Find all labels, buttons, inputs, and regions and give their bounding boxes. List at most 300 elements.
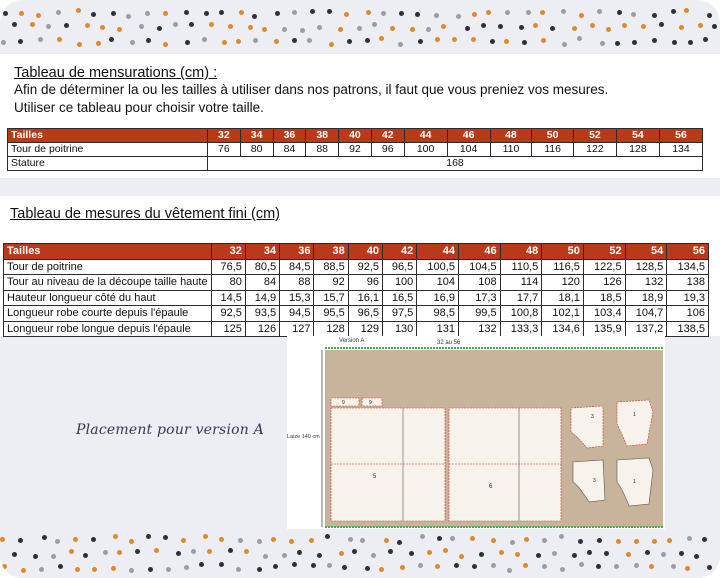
decorative-dot <box>317 25 322 30</box>
decorative-dot <box>111 11 116 16</box>
decorative-dot <box>645 550 650 555</box>
decorative-dot <box>379 567 384 572</box>
decorative-dot <box>64 23 69 28</box>
table-header-row <box>4 244 709 260</box>
decorative-dot <box>679 551 684 556</box>
decorative-dot <box>652 38 657 43</box>
decorative-dot <box>515 552 520 557</box>
decorative-dot <box>671 564 676 569</box>
decorative-dot <box>388 549 393 554</box>
decorative-dot <box>311 563 316 568</box>
decorative-dot <box>561 9 566 14</box>
size-header-cell: 44 <box>417 244 459 260</box>
value-cell: 116,5 <box>542 259 584 275</box>
size-header-cell: 50 <box>532 129 574 143</box>
decorative-dot <box>282 553 287 558</box>
value-cell: 16,9 <box>417 290 459 306</box>
decorative-dot <box>274 39 279 44</box>
value-cell: 100,8 <box>500 306 542 322</box>
decorative-dot <box>85 23 90 28</box>
decorative-dot <box>191 549 196 554</box>
decorative-dot <box>366 10 371 15</box>
decorative-dot <box>441 24 446 29</box>
decorative-dot <box>415 12 420 17</box>
value-cell: 104,5 <box>458 259 500 275</box>
decorative-dot <box>203 534 208 539</box>
decorative-dot <box>163 11 168 16</box>
decorative-dot <box>163 42 168 47</box>
decorative-dot <box>46 24 51 29</box>
value-cell: 84 <box>245 275 279 291</box>
decorative-dot <box>614 564 619 569</box>
value-cell: 18,5 <box>583 290 625 306</box>
size-header-cell: 48 <box>490 129 532 143</box>
decorative-dot <box>42 535 47 540</box>
decorative-dot <box>498 24 503 29</box>
decorative-dot <box>707 565 712 570</box>
size-header-cell: 34 <box>245 244 279 260</box>
decorative-dot <box>550 26 555 31</box>
size-header-cell: 46 <box>458 244 500 260</box>
value-cell: 108 <box>458 275 500 291</box>
decorative-dot <box>522 40 527 45</box>
value-cell: 110 <box>490 143 532 157</box>
placement-caption: Placement pour version A <box>76 422 264 438</box>
value-cell: 92,5 <box>348 259 382 275</box>
decorative-dot <box>562 42 567 47</box>
decorative-dot <box>292 38 297 43</box>
decorative-dot <box>622 23 627 28</box>
value-cell: 116 <box>532 143 574 157</box>
decorative-dot <box>309 538 314 543</box>
decorative-dot <box>228 548 233 553</box>
section-title-finished-garment: Tableau de mesures du vêtement fini (cm) <box>10 206 280 222</box>
piece-label-9b: 9 <box>369 400 372 406</box>
value-cell: 84,5 <box>280 259 314 275</box>
decorative-dot <box>600 41 605 46</box>
decorative-dot <box>219 537 224 542</box>
value-cell: 84 <box>273 143 306 157</box>
decorative-dot <box>109 37 114 42</box>
piece-label-1-bottom: 1 <box>633 479 636 485</box>
decorative-dot <box>552 551 557 556</box>
decorative-dot <box>450 536 455 541</box>
size-header-cell: 38 <box>306 129 339 143</box>
decorative-dots-top <box>0 0 720 52</box>
decorative-dot <box>510 540 515 545</box>
value-cell: 96 <box>371 143 404 157</box>
decorative-dot <box>652 539 657 544</box>
decorative-dot <box>327 9 332 14</box>
decorative-dot <box>204 11 209 16</box>
decorative-dot <box>702 537 707 542</box>
value-cell: 88 <box>306 143 339 157</box>
decorative-dot <box>372 22 377 27</box>
value-cell: 134,6 <box>542 321 584 337</box>
decorative-dot <box>117 550 122 555</box>
decorative-dot <box>481 23 486 28</box>
stature-label-cell: Stature <box>8 157 208 171</box>
decorative-dot <box>491 563 496 568</box>
decorative-dot <box>91 12 96 17</box>
decorative-dot <box>435 564 440 569</box>
decorative-dot <box>248 25 253 30</box>
decorative-dot <box>634 563 639 568</box>
decorative-dot <box>33 554 38 559</box>
decorative-dot <box>410 27 415 32</box>
decorative-dot <box>572 553 577 558</box>
decorative-dot <box>329 42 334 47</box>
decorative-dot <box>434 13 439 18</box>
decorative-dot <box>292 562 297 567</box>
decorative-dot <box>661 552 666 557</box>
decorative-dot <box>606 27 611 32</box>
decorative-dot <box>597 9 602 14</box>
decorative-dot <box>479 552 484 557</box>
value-cell: 99,5 <box>458 306 500 322</box>
value-cell: 127 <box>280 321 314 337</box>
decorative-dot <box>684 8 689 13</box>
decorative-dot <box>659 22 664 27</box>
decorative-dot <box>184 10 189 15</box>
decorative-dot <box>38 37 43 42</box>
decorative-dot <box>459 554 464 559</box>
decorative-dot <box>579 13 584 18</box>
decorative-dot <box>698 23 703 28</box>
size-header-cell: 56 <box>659 129 702 143</box>
piece-label-3-top: 3 <box>591 414 594 420</box>
decorative-dot <box>365 566 370 571</box>
value-cell: 133,3 <box>500 321 542 337</box>
value-cell: 80 <box>240 143 273 157</box>
value-cell: 126 <box>583 275 625 291</box>
decorative-dot <box>703 37 708 42</box>
decorative-dot <box>236 567 241 572</box>
decorative-dot <box>19 11 24 16</box>
size-header-cell: 50 <box>542 244 584 260</box>
row-label-cell: Tour au niveau de la découpe taille haute <box>4 275 212 291</box>
decorative-dot <box>18 538 23 543</box>
decorative-dot <box>578 539 583 544</box>
decorative-dot <box>18 39 23 44</box>
value-cell: 17,7 <box>500 290 542 306</box>
value-cell: 100 <box>383 275 417 291</box>
decorative-dot <box>400 565 405 570</box>
decorative-dot <box>21 568 26 573</box>
piece-label-1-top: 1 <box>633 412 636 418</box>
value-cell: 18,9 <box>625 290 667 306</box>
decorative-dot <box>12 22 17 27</box>
size-header-cell: 42 <box>371 129 404 143</box>
decorative-dot <box>470 536 475 541</box>
decorative-dot <box>486 10 491 15</box>
cutting-layout-diagram <box>287 336 665 529</box>
decorative-dot <box>39 567 44 572</box>
row-label-cell: Tour de poitrine <box>4 259 212 275</box>
decorative-dot <box>30 22 35 27</box>
decorative-dot <box>244 549 249 554</box>
row-label-cell: Longueur robe courte depuis l'épaule <box>4 306 212 322</box>
value-cell: 132 <box>458 321 500 337</box>
decorative-dot <box>1 40 6 45</box>
decorative-dot <box>507 568 512 573</box>
decorative-dot <box>587 550 592 555</box>
decorative-dot <box>524 537 529 542</box>
value-cell: 14,5 <box>211 290 245 306</box>
decorative-dot <box>185 40 190 45</box>
decorative-dot <box>454 563 459 568</box>
value-cell: 126 <box>245 321 279 337</box>
size-range-label: 32 au 56 <box>437 340 461 346</box>
decorative-dot <box>253 38 258 43</box>
decorative-dot <box>228 24 233 29</box>
size-header-cell: 34 <box>240 129 273 143</box>
decorative-dot <box>2 564 7 569</box>
decorative-dot <box>317 553 322 558</box>
version-label: Version A <box>339 338 365 344</box>
decorative-dot <box>357 26 362 31</box>
decorative-dot <box>289 539 294 544</box>
decorative-dot <box>297 550 302 555</box>
decorative-dot <box>590 23 595 28</box>
decorative-dot <box>542 564 547 569</box>
decorative-dot <box>0 537 5 542</box>
decorative-dot <box>694 554 699 559</box>
decorative-dot <box>472 564 477 569</box>
pattern-piece-5 <box>331 408 445 521</box>
decorative-dot <box>490 39 495 44</box>
decorative-dot <box>365 38 370 43</box>
decorative-dot <box>499 550 504 555</box>
decorative-dot <box>236 39 241 44</box>
piece-label-5: 5 <box>373 474 377 480</box>
decorative-dot <box>533 23 538 28</box>
decorative-dot <box>347 39 352 44</box>
decorative-dot <box>456 14 461 19</box>
value-cell: 128,5 <box>625 259 667 275</box>
decorative-dot <box>91 537 96 542</box>
decorative-dot <box>207 549 212 554</box>
decorative-dot <box>338 27 343 32</box>
decorative-dot <box>126 14 131 19</box>
decorative-dot <box>687 536 692 541</box>
decorative-dot <box>420 534 425 539</box>
row-label-cell: Hauteur longueur côté du haut <box>4 290 212 306</box>
width-label: Laize 140 cm <box>287 434 320 440</box>
decorative-dot <box>135 549 140 554</box>
piece-label-6: 6 <box>489 484 493 490</box>
decorative-dot <box>292 10 297 15</box>
decorative-dot <box>282 27 287 32</box>
decorative-dot <box>559 534 564 539</box>
decorative-dot <box>222 40 227 45</box>
intro-line-2: Utiliser ce tableau pour choisir votre taille. <box>14 100 264 115</box>
value-cell: 93,5 <box>245 306 279 322</box>
decorative-dot <box>626 552 631 557</box>
decorative-dot <box>641 24 646 29</box>
piece-label-3-bottom: 3 <box>593 478 596 484</box>
value-cell: 129 <box>348 321 382 337</box>
decorative-dot <box>399 11 404 16</box>
value-cell: 104 <box>447 143 490 157</box>
value-cell: 95,5 <box>314 306 348 322</box>
decorative-dot <box>371 553 376 558</box>
decorative-dot <box>129 539 134 544</box>
table-row <box>4 290 709 306</box>
decorative-dot <box>652 13 657 18</box>
decorative-dot <box>163 535 168 540</box>
table-header-row <box>8 129 703 143</box>
decorative-dots-bottom <box>0 526 720 578</box>
size-header-cell: 32 <box>211 244 245 260</box>
table-row <box>4 321 709 337</box>
value-cell: 14,9 <box>245 290 279 306</box>
decorative-dot <box>381 11 386 16</box>
decorative-dot <box>471 37 476 42</box>
cutting-layout-svg <box>287 336 665 529</box>
size-header-cell: 40 <box>348 244 382 260</box>
value-cell: 135,9 <box>583 321 625 337</box>
value-cell: 122,5 <box>583 259 625 275</box>
size-header-cell: 56 <box>667 244 709 260</box>
value-cell: 16,1 <box>348 290 382 306</box>
value-cell: 92 <box>339 143 372 157</box>
decorative-dot <box>344 12 349 17</box>
decorative-dot <box>199 562 204 567</box>
decorative-dot <box>307 38 312 43</box>
decorative-dot <box>577 36 582 41</box>
decorative-dot <box>384 538 389 543</box>
decorative-dot <box>77 42 82 47</box>
value-cell: 96 <box>348 275 382 291</box>
decorative-dot <box>238 538 243 543</box>
decorative-dot <box>634 539 639 544</box>
decorative-dot <box>519 25 524 30</box>
decorative-dot <box>184 565 189 570</box>
decorative-dot <box>596 564 601 569</box>
decorative-dot <box>146 38 151 43</box>
value-cell: 103,4 <box>583 306 625 322</box>
value-cell: 134,5 <box>667 259 709 275</box>
size-header-cell: 54 <box>625 244 667 260</box>
size-header-cell: 44 <box>404 129 447 143</box>
value-cell: 97,5 <box>383 306 417 322</box>
decorative-dot <box>148 567 153 572</box>
header-label-cell: Tailles <box>4 244 212 260</box>
value-cell: 137,2 <box>625 321 667 337</box>
decorative-dot <box>379 36 384 41</box>
value-cell: 120 <box>542 275 584 291</box>
decorative-dot <box>672 40 677 45</box>
decorative-dot <box>51 554 56 559</box>
value-cell: 130 <box>383 321 417 337</box>
decorative-dot <box>472 12 477 17</box>
pattern-piece-9a <box>331 398 359 406</box>
value-cell: 114 <box>500 275 542 291</box>
value-cell: 88,5 <box>314 259 348 275</box>
decorative-dot <box>117 27 122 32</box>
size-header-cell: 42 <box>383 244 417 260</box>
decorative-dot <box>96 41 101 46</box>
value-cell: 125 <box>211 321 245 337</box>
decorative-dot <box>275 11 280 16</box>
decorative-dot <box>526 10 531 15</box>
decorative-dot <box>189 22 194 27</box>
decorative-dot <box>631 12 636 17</box>
piece-label-9a: 9 <box>342 400 345 406</box>
decorative-dot <box>505 10 510 15</box>
value-cell: 96,5 <box>383 259 417 275</box>
table-row <box>8 143 703 157</box>
decorative-dot <box>427 550 432 555</box>
decorative-dot <box>523 563 528 568</box>
decorative-dot <box>69 549 74 554</box>
decorative-dot <box>100 25 105 30</box>
decorative-dot <box>325 534 330 539</box>
decorative-dot <box>707 13 712 18</box>
value-cell: 92,5 <box>211 306 245 322</box>
size-header-cell: 52 <box>583 244 625 260</box>
decorative-dot <box>166 567 171 572</box>
decorative-dot <box>615 41 620 46</box>
decorative-dot <box>435 37 440 42</box>
finished-garment-table <box>3 243 709 337</box>
value-cell: 15,3 <box>280 290 314 306</box>
decorative-dot <box>76 8 81 13</box>
value-cell: 92 <box>314 275 348 291</box>
decorative-dot <box>327 563 332 568</box>
decorative-dot <box>649 564 654 569</box>
stature-row <box>8 157 703 171</box>
decorative-dot <box>352 549 357 554</box>
decorative-dot <box>685 566 690 571</box>
table-row <box>4 306 709 322</box>
decorative-dot <box>443 548 448 553</box>
value-cell: 88 <box>280 275 314 291</box>
decorative-dot <box>173 22 178 27</box>
decorative-dot <box>219 10 224 15</box>
value-cell: 80,5 <box>245 259 279 275</box>
decorative-dot <box>560 567 565 572</box>
decorative-dot <box>409 551 414 556</box>
decorative-dot <box>252 14 257 19</box>
value-cell: 18,1 <box>542 290 584 306</box>
decorative-dot <box>139 24 144 29</box>
decorative-dot <box>542 538 547 543</box>
value-cell: 96,5 <box>348 306 382 322</box>
decorative-dot <box>536 553 541 558</box>
decorative-dot <box>632 40 637 45</box>
decorative-dot <box>154 548 159 553</box>
value-cell: 76 <box>208 143 241 157</box>
decorative-dot <box>58 564 63 569</box>
decorative-dot <box>504 39 509 44</box>
decorative-dot <box>667 538 672 543</box>
decorative-dot <box>55 539 60 544</box>
decorative-dot <box>111 566 116 571</box>
decorative-dot <box>310 9 315 14</box>
decorative-dot <box>465 26 470 31</box>
decorative-dot <box>36 13 41 18</box>
table-row <box>4 275 709 291</box>
value-cell: 76,5 <box>211 259 245 275</box>
decorative-dot <box>262 27 267 32</box>
decorative-dot <box>616 539 621 544</box>
value-cell: 15,7 <box>314 290 348 306</box>
decorative-dot <box>418 563 423 568</box>
decorative-dot <box>202 37 207 42</box>
decorative-dot <box>176 551 181 556</box>
